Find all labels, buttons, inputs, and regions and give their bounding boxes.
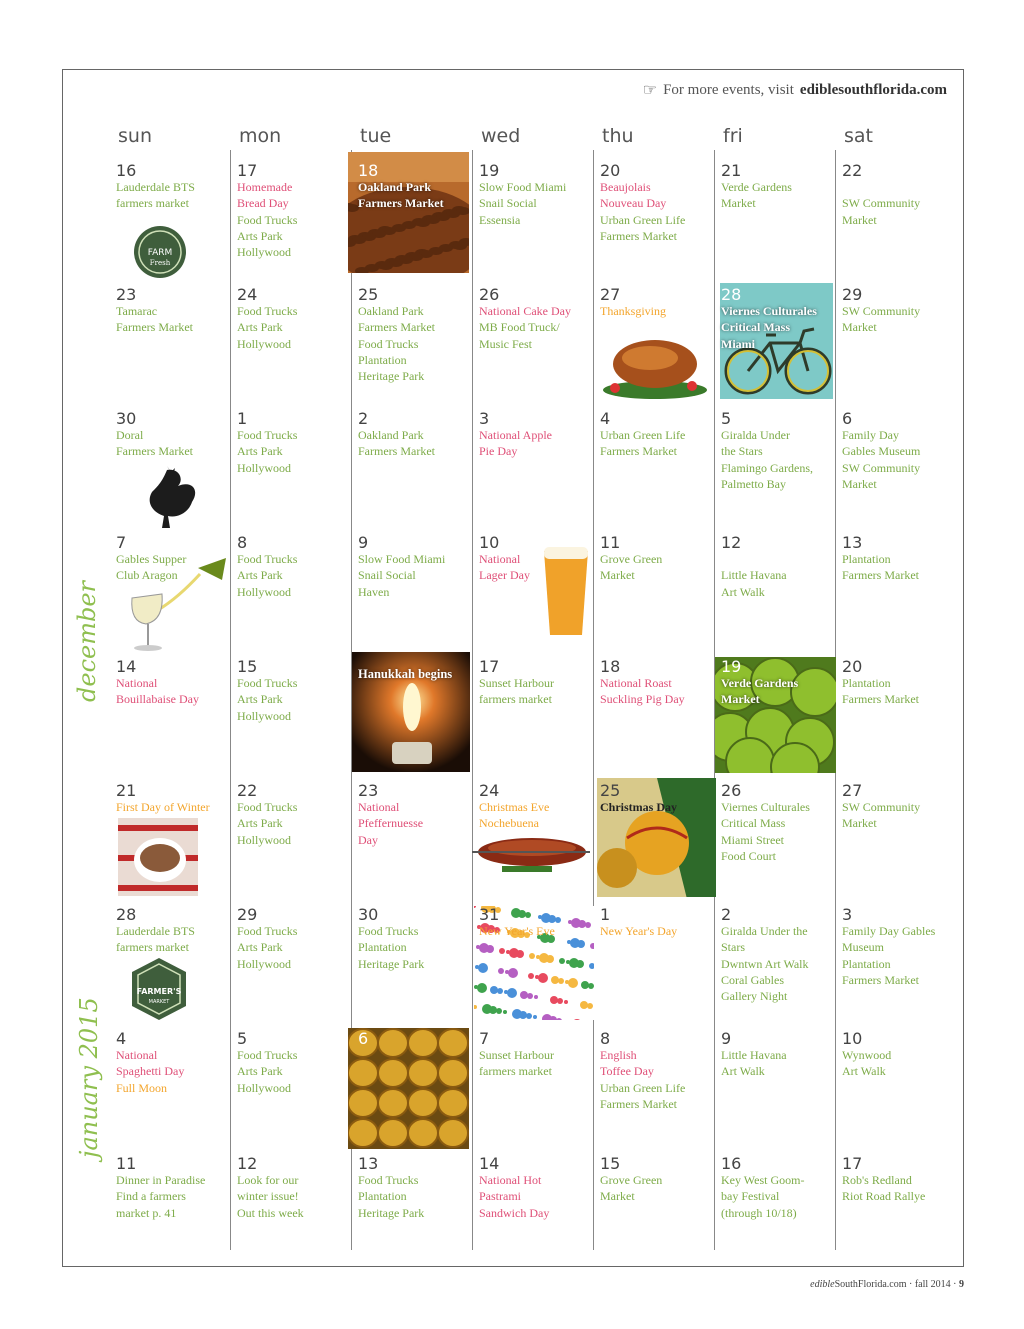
footer-brand: edible: [810, 1279, 835, 1290]
day-number: 16: [116, 161, 137, 180]
event-text: National Cake Day: [479, 304, 571, 318]
day-number: 10: [479, 533, 500, 552]
day-number: 6: [358, 1029, 369, 1048]
pointing-hand-icon: ☞: [642, 82, 658, 99]
day-cell[interactable]: [838, 401, 956, 521]
event-text: Verde Gardens Market: [721, 180, 792, 211]
event-text: Family Day Gables Museum Plantation Farmers Market: [842, 924, 936, 987]
day-cell[interactable]: [354, 897, 472, 1017]
event-text: Slow Food Miami Snail Social Haven: [358, 552, 446, 599]
weekday-header-fri: fri: [723, 125, 743, 147]
day-cell[interactable]: [838, 525, 956, 645]
farm-fresh-badge-icon: [132, 224, 188, 284]
event-text: Food Trucks Arts Park Hollywood: [237, 428, 298, 475]
day-number: 28: [721, 285, 742, 304]
day-number: 23: [116, 285, 137, 304]
event-text: Oakland Park Farmers Market: [358, 428, 435, 459]
day-number: 9: [721, 1029, 732, 1048]
day-number: 3: [842, 905, 853, 924]
svg-text:FARM: FARM: [147, 248, 173, 258]
event-text: National Apple Pie Day: [479, 428, 552, 459]
svg-text:Fresh: Fresh: [149, 259, 171, 267]
event-text: Viernes Culturales Critical Mass Miami: [721, 304, 817, 351]
day-number: 19: [479, 161, 500, 180]
day-number: 2: [721, 905, 732, 924]
weekday-header-thu: thu: [602, 125, 634, 147]
day-cell[interactable]: [233, 401, 351, 521]
day-number: 17: [237, 161, 258, 180]
day-cell[interactable]: [717, 277, 835, 397]
event-text: Food Trucks Arts Park Hollywood: [237, 1048, 298, 1095]
event-text: Homemade Bread Day: [237, 180, 293, 211]
day-cell[interactable]: [717, 1146, 835, 1266]
event-text: Tamarac Farmers Market: [116, 304, 193, 335]
day-number: 10: [842, 1029, 863, 1048]
event-text: Grove Green Market: [600, 1173, 663, 1204]
day-cell[interactable]: [596, 649, 714, 769]
rooster-icon: [132, 462, 202, 536]
day-number: 31: [479, 905, 500, 924]
day-number: 18: [358, 161, 379, 180]
roast-pig-icon: [472, 826, 590, 880]
day-cell[interactable]: [475, 649, 593, 769]
event-text: Grove Green Market: [600, 552, 663, 583]
day-cell[interactable]: [475, 153, 593, 273]
beer-glass-icon: [540, 545, 592, 644]
event-text: SW Community Market: [842, 800, 921, 831]
day-cell[interactable]: [838, 1146, 956, 1266]
page-number: 9: [959, 1279, 964, 1290]
day-number: 30: [358, 905, 379, 924]
event-text: Hanukkah begins: [358, 667, 453, 681]
day-number: 4: [600, 409, 611, 428]
day-number: 8: [600, 1029, 611, 1048]
event-text: National Roast Suckling Pig Day: [600, 676, 685, 707]
day-cell[interactable]: [717, 1021, 835, 1141]
day-cell[interactable]: [112, 1021, 230, 1141]
event-text: Urban Green Life Farmers Market: [600, 1080, 686, 1111]
day-number: 21: [721, 161, 742, 180]
day-number: 14: [479, 1154, 500, 1173]
wine-glass-icon: [118, 558, 228, 657]
day-cell[interactable]: [354, 649, 472, 769]
day-number: 12: [237, 1154, 258, 1173]
event-text: Wynwood Art Walk: [842, 1048, 892, 1079]
day-cell[interactable]: [596, 897, 714, 1017]
day-cell[interactable]: [233, 525, 351, 645]
weekday-header-sat: sat: [844, 125, 873, 147]
day-cell[interactable]: [233, 277, 351, 397]
day-number: 18: [600, 657, 621, 676]
svg-text:FARMER'S: FARMER'S: [136, 987, 182, 996]
day-number: 12: [721, 533, 742, 552]
event-text: Food Trucks Plantation Heritage Park: [358, 924, 425, 971]
day-number: 21: [116, 781, 137, 800]
month-label-january: january 2015: [75, 997, 103, 1158]
day-cell[interactable]: [233, 897, 351, 1017]
event-text: Giralda Under the Stars Flamingo Gardens, Palmetto Bay: [721, 428, 813, 491]
weekday-header-sun: sun: [118, 125, 152, 147]
header-site-link[interactable]: ediblesouthflorida.com: [799, 81, 947, 98]
event-text: Verde Gardens Market: [721, 676, 799, 707]
event-text: Gables Supper Club Aragon: [116, 552, 187, 583]
day-cell[interactable]: [838, 773, 956, 893]
month-label-december: december: [73, 580, 101, 702]
day-cell[interactable]: [475, 1021, 593, 1141]
day-number: 26: [721, 781, 742, 800]
day-cell[interactable]: [596, 1146, 714, 1266]
day-cell[interactable]: [838, 897, 956, 1017]
event-text: Plantation Farmers Market: [842, 676, 919, 707]
day-cell[interactable]: [717, 153, 835, 273]
day-cell[interactable]: [717, 649, 835, 769]
day-cell[interactable]: [475, 277, 593, 397]
day-cell[interactable]: [112, 1146, 230, 1266]
day-number: 14: [116, 657, 137, 676]
event-text: Oakland Park Farmers Market: [358, 180, 444, 211]
event-text: Food Trucks Arts Park Hollywood: [237, 800, 298, 847]
day-number: 3: [479, 409, 490, 428]
event-text: Christmas Day: [600, 800, 677, 814]
day-number: 25: [600, 781, 621, 800]
event-text: SW Community Market: [842, 196, 921, 227]
event-text: Giralda Under the Stars Dwntwn Art Walk Coral Gables Gallery Night: [721, 924, 809, 1004]
day-number: 11: [116, 1154, 137, 1173]
weekday-header-tue: tue: [360, 125, 392, 147]
event-text: Full Moon: [116, 1080, 168, 1095]
event-text: National Pfeffernuesse Day: [358, 800, 424, 847]
day-number: 5: [721, 409, 732, 428]
event-text: Dinner in Paradise Find a farmers market p. 41: [116, 1173, 206, 1220]
event-text: Thanksgiving: [600, 304, 666, 318]
event-text: Lauderdale BTS farmers market: [116, 180, 195, 211]
day-number: 13: [842, 533, 863, 552]
day-number: 29: [842, 285, 863, 304]
day-cell[interactable]: [717, 773, 835, 893]
event-text: National Bouillabaise Day: [116, 676, 199, 707]
event-text: New Year's Day: [600, 924, 678, 938]
header-text: For more events, visit: [663, 81, 794, 98]
event-text: Little Havana Art Walk: [721, 568, 787, 599]
day-number: 16: [721, 1154, 742, 1173]
day-number: 11: [600, 533, 621, 552]
event-text: Sunset Harbour farmers market: [479, 676, 554, 707]
event-text: Look for our winter issue! Out this week: [237, 1173, 304, 1220]
day-number: 24: [479, 781, 500, 800]
day-cell[interactable]: [233, 649, 351, 769]
event-text: English Toffee Day: [600, 1048, 654, 1079]
day-number: 28: [116, 905, 137, 924]
day-number: 6: [842, 409, 853, 428]
event-text: Food Trucks Arts Park Hollywood: [237, 212, 298, 260]
event-text: Food Trucks Plantation Heritage Park: [358, 1173, 425, 1220]
event-text: Plantation Farmers Market: [842, 552, 919, 583]
day-number: 1: [237, 409, 248, 428]
event-text: National Lager Day: [479, 552, 530, 583]
day-number: 27: [600, 285, 621, 304]
day-number: 20: [842, 657, 863, 676]
day-number: 15: [600, 1154, 621, 1173]
event-text: MB Food Truck/ Music Fest: [479, 320, 560, 351]
day-number: 23: [358, 781, 379, 800]
day-cell[interactable]: [233, 773, 351, 893]
day-cell[interactable]: [838, 153, 956, 273]
page-footer: [810, 1279, 964, 1290]
day-number: 8: [237, 533, 248, 552]
event-text: Viernes Culturales Critical Mass Miami Street Food Court: [721, 800, 810, 863]
day-cell[interactable]: [717, 525, 835, 645]
event-text: Little Havana Art Walk: [721, 1048, 787, 1079]
day-number: 30: [116, 409, 137, 428]
day-number: 17: [842, 1154, 863, 1173]
day-number: 7: [116, 533, 127, 552]
day-cell[interactable]: [354, 153, 472, 273]
event-text: Food Trucks Arts Park Hollywood: [237, 924, 298, 971]
day-cell[interactable]: [838, 1021, 956, 1141]
event-text: Urban Green Life Farmers Market: [600, 428, 686, 459]
event-text: First Day of Winter: [116, 800, 210, 814]
event-text: Food Trucks Arts Park Hollywood: [237, 304, 298, 351]
event-text: Key West Goom- bay Festival (through 10/18): [721, 1173, 805, 1220]
event-text: Food Trucks Arts Park Hollywood: [237, 552, 298, 599]
event-text: Food Trucks Arts Park Hollywood: [237, 676, 298, 723]
day-cell[interactable]: [475, 897, 593, 1017]
day-number: 22: [842, 161, 863, 180]
day-cell[interactable]: [354, 401, 472, 521]
day-number: 1: [600, 905, 611, 924]
event-text: Rob's Redland Riot Road Rallye: [842, 1173, 926, 1204]
day-cell[interactable]: [354, 525, 472, 645]
day-number: 27: [842, 781, 863, 800]
day-number: 2: [358, 409, 369, 428]
day-number: 5: [237, 1029, 248, 1048]
svg-text:MARKET: MARKET: [148, 999, 170, 1005]
day-number: 29: [237, 905, 258, 924]
event-text: Slow Food Miami Snail Social Essensia: [479, 180, 567, 227]
day-number: 9: [358, 533, 369, 552]
day-cell[interactable]: [112, 649, 230, 769]
day-cell[interactable]: [838, 649, 956, 769]
day-cell[interactable]: [717, 401, 835, 521]
day-number: 13: [358, 1154, 379, 1173]
day-cell[interactable]: [838, 277, 956, 397]
column-divider: [230, 150, 231, 1250]
farmers-market-badge-icon: [130, 956, 188, 1026]
day-number: 17: [479, 657, 500, 676]
day-number: 19: [721, 657, 742, 676]
event-text: Christmas Eve Nochebuena: [479, 800, 550, 831]
day-cell[interactable]: [475, 1146, 593, 1266]
footer-text: SouthFlorida.com · fall 2014 ·: [834, 1279, 959, 1290]
event-text: Family Day Gables Museum SW Community Market: [842, 428, 921, 491]
column-divider: [593, 150, 594, 1250]
day-number: 25: [358, 285, 379, 304]
event-text: Sunset Harbour farmers market: [479, 1048, 554, 1079]
day-number: 7: [479, 1029, 490, 1048]
day-number: 20: [600, 161, 621, 180]
day-cell[interactable]: [354, 277, 472, 397]
cocoa-mug-icon: [118, 818, 198, 900]
header-line: [643, 80, 947, 100]
day-cell[interactable]: [354, 773, 472, 893]
column-divider: [472, 150, 473, 1250]
event-text: Lauderdale BTS farmers market: [116, 924, 195, 955]
event-text: Urban Green Life Farmers Market: [600, 212, 686, 243]
weekday-header-mon: mon: [239, 125, 282, 147]
day-cell[interactable]: [596, 153, 714, 273]
day-number: 26: [479, 285, 500, 304]
event-text: New Year's Eve: [479, 924, 555, 938]
day-cell[interactable]: [233, 153, 351, 273]
day-cell[interactable]: [354, 1021, 472, 1141]
day-cell[interactable]: [596, 1021, 714, 1141]
day-number: 4: [116, 1029, 127, 1048]
day-cell[interactable]: [233, 1021, 351, 1141]
event-text: Doral Farmers Market: [116, 428, 193, 459]
event-text: SW Community Market: [842, 304, 921, 335]
day-cell[interactable]: [112, 277, 230, 397]
day-number: 15: [237, 657, 258, 676]
event-text: National Spaghetti Day: [116, 1048, 185, 1079]
event-text: Oakland Park Farmers Market Food Trucks Plantation Heritage Park: [358, 304, 435, 384]
day-cell[interactable]: [596, 773, 714, 893]
day-cell[interactable]: [596, 401, 714, 521]
day-number: 22: [237, 781, 258, 800]
day-cell[interactable]: [233, 1146, 351, 1266]
event-text: Beaujolais Nouveau Day: [600, 180, 667, 211]
weekday-header-wed: wed: [481, 125, 521, 147]
day-cell[interactable]: [717, 897, 835, 1017]
turkey-icon: [600, 320, 710, 404]
day-cell[interactable]: [596, 525, 714, 645]
day-cell[interactable]: [354, 1146, 472, 1266]
day-cell[interactable]: [475, 401, 593, 521]
event-text: National Hot Pastrami Sandwich Day: [479, 1173, 550, 1220]
day-number: 24: [237, 285, 258, 304]
